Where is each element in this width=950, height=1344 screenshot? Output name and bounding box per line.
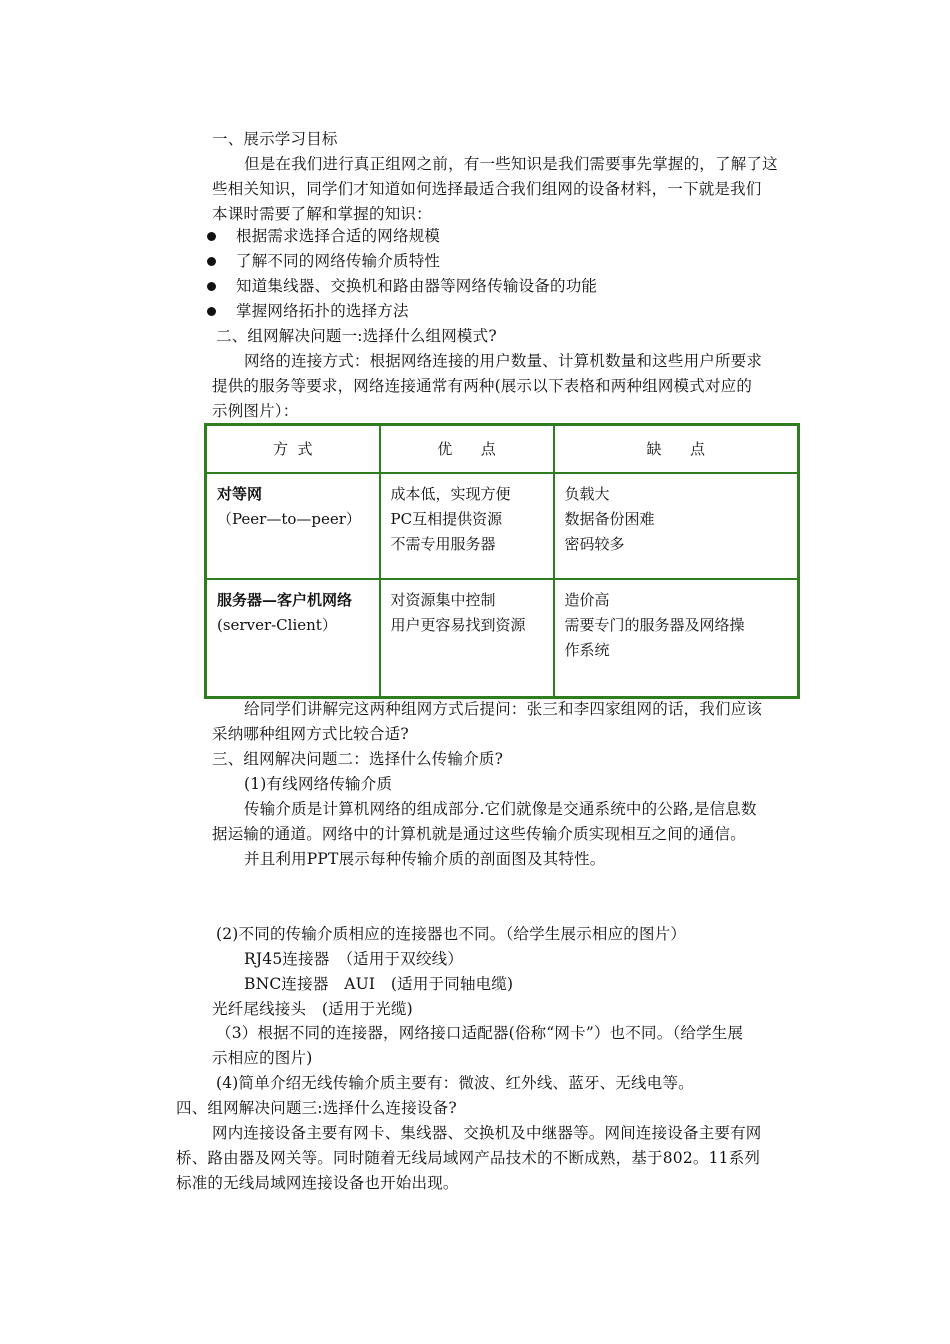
header-mode: 方 式	[206, 425, 380, 474]
paragraph-line: 些相关知识，同学们才知道如何选择最适合我们组网的设备材料，一下就是我们	[212, 180, 762, 198]
section-3-title: 三、组网解决问题二：选择什么传输介质?	[212, 750, 504, 768]
paragraph-line: 桥、路由器及网关等。同时随着无线局域网产品技术的不断成熟，基于802。11系列	[176, 1149, 761, 1167]
bullet-icon	[207, 307, 216, 316]
pros-item: PC互相提供资源	[390, 510, 503, 528]
mode-english: （Peer—to—peer）	[217, 510, 361, 528]
paragraph-line: 示相应的图片)	[212, 1049, 313, 1067]
bullet-icon	[207, 257, 216, 266]
mode-english: (server-Client）	[217, 616, 337, 634]
subheading: （3）根据不同的连接器，网络接口适配器(俗称“网卡”）也不同。（给学生展	[216, 1024, 744, 1042]
list-item: 掌握网络拓扑的选择方法	[236, 302, 409, 320]
cons-item: 数据备份困难	[564, 510, 655, 528]
paragraph-line: 采纳哪种组网方式比较合适?	[212, 725, 409, 743]
list-item: 知道集线器、交换机和路由器等网络传输设备的功能	[236, 277, 598, 295]
pros-cell	[380, 473, 554, 579]
paragraph-line: 本课时需要了解和掌握的知识：	[212, 205, 432, 223]
header-cons: 缺 点	[554, 425, 799, 474]
paragraph-line: 示例图片）：	[212, 402, 299, 420]
network-mode-comparison-table	[204, 423, 800, 699]
table-row	[206, 579, 799, 698]
subheading: (4)简单介绍无线传输介质主要有：微波、红外线、蓝牙、无线电等。	[216, 1074, 694, 1092]
cons-cell	[554, 579, 799, 698]
cons-item: 造价高	[564, 591, 610, 609]
section-1-title: 一、展示学习目标	[212, 130, 338, 148]
paragraph-line: 但是在我们进行真正组网之前，有一些知识是我们需要事先掌握的，了解了这	[244, 155, 778, 173]
header-pros: 优 点	[380, 425, 554, 474]
cons-item: 密码较多	[564, 535, 625, 553]
subheading: (2)不同的传输介质相应的连接器也不同。（给学生展示相应的图片）	[216, 925, 687, 943]
mode-name: 对等网	[217, 485, 263, 503]
list-item: 了解不同的网络传输介质特性	[236, 252, 441, 270]
bullet-icon	[207, 282, 216, 291]
pros-item: 不需专用服务器	[390, 535, 496, 553]
cons-cell	[554, 473, 799, 579]
bullet-icon	[207, 232, 216, 241]
cons-item: 负载大	[564, 485, 610, 503]
pros-item: 对资源集中控制	[390, 591, 496, 609]
table-header-row	[206, 425, 799, 474]
subheading: (1)有线网络传输介质	[244, 775, 393, 793]
mode-name: 服务器—客户机网络	[217, 591, 353, 609]
paragraph-line: 网内连接设备主要有网卡、集线器、交换机及中继器等。网间连接设备主要有网	[212, 1124, 762, 1142]
section-4-title: 四、组网解决问题三:选择什么连接设备?	[176, 1099, 457, 1117]
pros-item: 成本低，实现方便	[390, 485, 511, 503]
paragraph-line: 给同学们讲解完这两种组网方式后提问：张三和李四家组网的话，我们应该	[244, 700, 763, 718]
paragraph-line: 网络的连接方式：根据网络连接的用户数量、计算机数量和这些用户所要求	[244, 352, 763, 370]
connector-item: BNC连接器 AUI (适用于同轴电缆)	[244, 975, 514, 993]
section-2-title: 二、组网解决问题一:选择什么组网模式?	[216, 327, 497, 345]
pros-item: 用户更容易找到资源	[390, 616, 526, 634]
connector-item: 光纤尾线接头 (适用于光缆)	[212, 1000, 413, 1018]
mode-cell	[206, 473, 380, 579]
paragraph-line: 标准的无线局域网连接设备也开始出现。	[176, 1174, 459, 1192]
mode-cell	[206, 579, 380, 698]
pros-cell	[380, 579, 554, 698]
paragraph-line: 并且利用PPT展示每种传输介质的剖面图及其特性。	[244, 850, 606, 868]
connector-item: RJ45连接器 （适用于双绞线）	[244, 950, 464, 968]
table-row	[206, 473, 799, 579]
cons-item: 需要专门的服务器及网络操	[564, 616, 745, 634]
paragraph-line: 提供的服务等要求，网络连接通常有两种(展示以下表格和两种组网模式对应的	[212, 377, 753, 395]
list-item: 根据需求选择合适的网络规模	[236, 227, 441, 245]
paragraph-line: 传输介质是计算机网络的组成部分.它们就像是交通系统中的公路,是信息数	[244, 800, 757, 818]
cons-item: 作系统	[564, 641, 610, 659]
paragraph-line: 据运输的通道。网络中的计算机就是通过这些传输介质实现相互之间的通信。	[212, 825, 746, 843]
